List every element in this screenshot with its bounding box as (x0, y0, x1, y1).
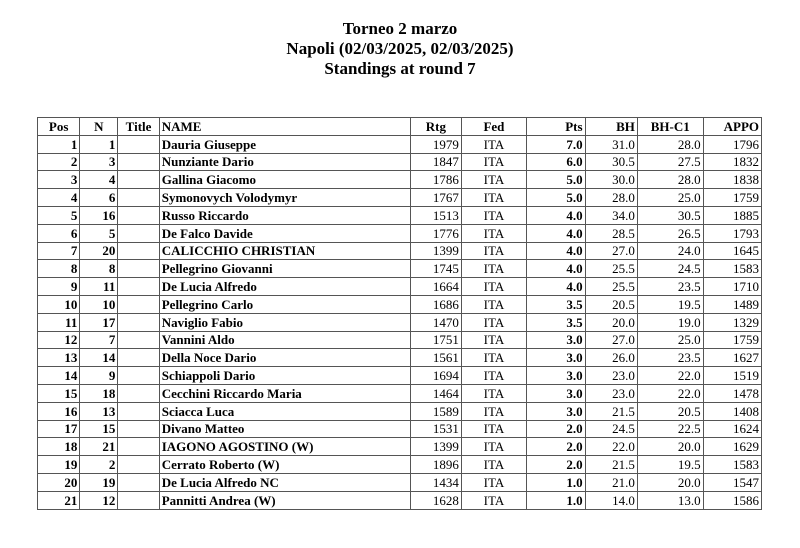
cell-pts: 4.0 (527, 224, 586, 242)
cell-pts: 3.0 (527, 367, 586, 385)
cell-rtg: 1745 (410, 260, 461, 278)
cell-pts: 5.0 (527, 171, 586, 189)
cell-appo: 1583 (703, 260, 761, 278)
cell-bh: 23.0 (585, 384, 637, 402)
cell-n: 14 (80, 349, 118, 367)
cell-title (118, 260, 159, 278)
cell-appo: 1519 (703, 367, 761, 385)
cell-title (118, 153, 159, 171)
cell-appo: 1645 (703, 242, 761, 260)
cell-name: De Falco Davide (159, 224, 410, 242)
cell-appo: 1793 (703, 224, 761, 242)
table-row (38, 473, 762, 491)
table-row (38, 224, 762, 242)
cell-n: 7 (80, 331, 118, 349)
cell-n: 13 (80, 402, 118, 420)
cell-fed: ITA (461, 420, 526, 438)
cell-bh: 20.0 (585, 313, 637, 331)
cell-bh: 30.0 (585, 171, 637, 189)
cell-bh: 22.0 (585, 438, 637, 456)
cell-name: Symonovych Volodymyr (159, 189, 410, 207)
cell-fed: ITA (461, 491, 526, 509)
cell-pts: 1.0 (527, 473, 586, 491)
cell-pos: 11 (38, 313, 80, 331)
cell-n: 20 (80, 242, 118, 260)
column-header-bh: BH (585, 118, 637, 136)
cell-rtg: 1399 (410, 242, 461, 260)
cell-bh: 21.0 (585, 473, 637, 491)
cell-fed: ITA (461, 456, 526, 474)
column-header-pts: Pts (527, 118, 586, 136)
cell-title (118, 491, 159, 509)
table-row (38, 384, 762, 402)
table-row (38, 349, 762, 367)
cell-name: Dauria Giuseppe (159, 135, 410, 153)
cell-fed: ITA (461, 313, 526, 331)
cell-fed: ITA (461, 260, 526, 278)
cell-pts: 7.0 (527, 135, 586, 153)
cell-pts: 3.0 (527, 384, 586, 402)
cell-title (118, 384, 159, 402)
cell-bh: 34.0 (585, 206, 637, 224)
cell-name: Vannini Aldo (159, 331, 410, 349)
cell-bh-c1: 30.5 (637, 206, 703, 224)
cell-fed: ITA (461, 349, 526, 367)
cell-pts: 2.0 (527, 456, 586, 474)
cell-bh: 23.0 (585, 367, 637, 385)
column-header-rtg: Rtg (410, 118, 461, 136)
cell-title (118, 278, 159, 296)
cell-title (118, 456, 159, 474)
table-row (38, 135, 762, 153)
cell-pos: 15 (38, 384, 80, 402)
cell-fed: ITA (461, 278, 526, 296)
cell-name: CALICCHIO CHRISTIAN (159, 242, 410, 260)
cell-fed: ITA (461, 331, 526, 349)
cell-bh: 20.5 (585, 295, 637, 313)
cell-bh: 25.5 (585, 260, 637, 278)
cell-name: De Lucia Alfredo (159, 278, 410, 296)
cell-bh-c1: 28.0 (637, 135, 703, 153)
cell-appo: 1408 (703, 402, 761, 420)
cell-n: 3 (80, 153, 118, 171)
cell-pos: 13 (38, 349, 80, 367)
table-row (38, 491, 762, 509)
table-header-row (38, 118, 762, 136)
cell-appo: 1478 (703, 384, 761, 402)
cell-title (118, 473, 159, 491)
cell-title (118, 420, 159, 438)
cell-pos: 2 (38, 153, 80, 171)
table-row (38, 153, 762, 171)
cell-pts: 1.0 (527, 491, 586, 509)
cell-fed: ITA (461, 135, 526, 153)
table-row (38, 260, 762, 278)
cell-rtg: 1628 (410, 491, 461, 509)
cell-name: Pellegrino Giovanni (159, 260, 410, 278)
cell-title (118, 295, 159, 313)
cell-bh-c1: 22.5 (637, 420, 703, 438)
cell-pts: 2.0 (527, 438, 586, 456)
cell-title (118, 224, 159, 242)
cell-pts: 5.0 (527, 189, 586, 207)
table-row (38, 278, 762, 296)
cell-pos: 19 (38, 456, 80, 474)
cell-name: Cerrato Roberto (W) (159, 456, 410, 474)
standings-body (38, 135, 762, 509)
cell-appo: 1329 (703, 313, 761, 331)
cell-bh: 28.5 (585, 224, 637, 242)
cell-n: 17 (80, 313, 118, 331)
cell-pos: 21 (38, 491, 80, 509)
cell-rtg: 1531 (410, 420, 461, 438)
table-row (38, 189, 762, 207)
standings-table (37, 117, 762, 510)
cell-pts: 3.5 (527, 313, 586, 331)
cell-bh-c1: 20.5 (637, 402, 703, 420)
cell-fed: ITA (461, 384, 526, 402)
cell-title (118, 171, 159, 189)
cell-appo: 1710 (703, 278, 761, 296)
cell-pos: 8 (38, 260, 80, 278)
cell-title (118, 206, 159, 224)
cell-n: 21 (80, 438, 118, 456)
cell-pos: 6 (38, 224, 80, 242)
cell-title (118, 367, 159, 385)
table-row (38, 171, 762, 189)
cell-bh-c1: 27.5 (637, 153, 703, 171)
table-row (38, 295, 762, 313)
cell-pos: 17 (38, 420, 80, 438)
cell-rtg: 1847 (410, 153, 461, 171)
cell-pos: 7 (38, 242, 80, 260)
cell-pts: 2.0 (527, 420, 586, 438)
cell-title (118, 349, 159, 367)
cell-bh-c1: 20.0 (637, 438, 703, 456)
cell-bh-c1: 25.0 (637, 189, 703, 207)
cell-pts: 3.0 (527, 331, 586, 349)
cell-fed: ITA (461, 171, 526, 189)
table-row (38, 402, 762, 420)
table-row (38, 331, 762, 349)
cell-pos: 18 (38, 438, 80, 456)
cell-n: 1 (80, 135, 118, 153)
cell-n: 6 (80, 189, 118, 207)
cell-bh: 21.5 (585, 402, 637, 420)
cell-n: 11 (80, 278, 118, 296)
cell-bh-c1: 22.0 (637, 367, 703, 385)
cell-title (118, 313, 159, 331)
cell-appo: 1838 (703, 171, 761, 189)
cell-bh-c1: 19.5 (637, 295, 703, 313)
cell-pts: 4.0 (527, 278, 586, 296)
cell-bh: 26.0 (585, 349, 637, 367)
tournament-title: Torneo 2 marzo (342, 19, 458, 38)
cell-pos: 16 (38, 402, 80, 420)
cell-title (118, 189, 159, 207)
cell-bh-c1: 13.0 (637, 491, 703, 509)
cell-bh: 27.0 (585, 242, 637, 260)
cell-rtg: 1513 (410, 206, 461, 224)
cell-bh-c1: 28.0 (637, 171, 703, 189)
cell-rtg: 1786 (410, 171, 461, 189)
cell-rtg: 1561 (410, 349, 461, 367)
cell-appo: 1583 (703, 456, 761, 474)
table-row (38, 438, 762, 456)
cell-fed: ITA (461, 242, 526, 260)
cell-bh: 30.5 (585, 153, 637, 171)
cell-name: Sciacca Luca (159, 402, 410, 420)
cell-pts: 6.0 (527, 153, 586, 171)
cell-rtg: 1776 (410, 224, 461, 242)
cell-bh: 31.0 (585, 135, 637, 153)
cell-rtg: 1589 (410, 402, 461, 420)
cell-bh-c1: 22.0 (637, 384, 703, 402)
cell-appo: 1629 (703, 438, 761, 456)
column-header-n: N (80, 118, 118, 136)
cell-rtg: 1470 (410, 313, 461, 331)
cell-n: 8 (80, 260, 118, 278)
cell-pos: 10 (38, 295, 80, 313)
cell-appo: 1489 (703, 295, 761, 313)
cell-bh: 25.5 (585, 278, 637, 296)
cell-rtg: 1767 (410, 189, 461, 207)
cell-pos: 4 (38, 189, 80, 207)
cell-pos: 1 (38, 135, 80, 153)
cell-fed: ITA (461, 189, 526, 207)
cell-bh-c1: 26.5 (637, 224, 703, 242)
cell-rtg: 1979 (410, 135, 461, 153)
cell-bh-c1: 23.5 (637, 349, 703, 367)
cell-appo: 1586 (703, 491, 761, 509)
cell-bh-c1: 25.0 (637, 331, 703, 349)
cell-name: Cecchini Riccardo Maria (159, 384, 410, 402)
cell-rtg: 1399 (410, 438, 461, 456)
cell-appo: 1759 (703, 331, 761, 349)
cell-pos: 9 (38, 278, 80, 296)
cell-bh: 21.5 (585, 456, 637, 474)
cell-name: Schiappoli Dario (159, 367, 410, 385)
cell-bh-c1: 19.5 (637, 456, 703, 474)
column-header-appo: APPO (703, 118, 761, 136)
cell-fed: ITA (461, 438, 526, 456)
cell-appo: 1547 (703, 473, 761, 491)
table-row (38, 420, 762, 438)
cell-pts: 3.0 (527, 402, 586, 420)
cell-fed: ITA (461, 402, 526, 420)
cell-fed: ITA (461, 295, 526, 313)
cell-rtg: 1464 (410, 384, 461, 402)
cell-n: 12 (80, 491, 118, 509)
cell-bh-c1: 23.5 (637, 278, 703, 296)
cell-rtg: 1694 (410, 367, 461, 385)
cell-rtg: 1686 (410, 295, 461, 313)
column-header-title: Title (118, 118, 159, 136)
cell-name: Pannitti Andrea (W) (159, 491, 410, 509)
cell-bh: 27.0 (585, 331, 637, 349)
cell-rtg: 1751 (410, 331, 461, 349)
cell-pos: 12 (38, 331, 80, 349)
cell-name: IAGONO AGOSTINO (W) (159, 438, 410, 456)
cell-n: 16 (80, 206, 118, 224)
cell-name: Gallina Giacomo (159, 171, 410, 189)
cell-appo: 1624 (703, 420, 761, 438)
cell-n: 4 (80, 171, 118, 189)
cell-title (118, 242, 159, 260)
cell-appo: 1885 (703, 206, 761, 224)
cell-pts: 4.0 (527, 242, 586, 260)
cell-pts: 4.0 (527, 206, 586, 224)
cell-title (118, 402, 159, 420)
cell-name: Nunziante Dario (159, 153, 410, 171)
cell-fed: ITA (461, 224, 526, 242)
cell-name: Divano Matteo (159, 420, 410, 438)
table-row (38, 367, 762, 385)
cell-bh-c1: 24.0 (637, 242, 703, 260)
cell-n: 19 (80, 473, 118, 491)
cell-name: Della Noce Dario (159, 349, 410, 367)
cell-name: Naviglio Fabio (159, 313, 410, 331)
standings-subtitle: Standings at round 7 (324, 59, 476, 78)
cell-fed: ITA (461, 473, 526, 491)
table-row (38, 206, 762, 224)
report-header (0, 19, 800, 79)
cell-appo: 1759 (703, 189, 761, 207)
cell-pos: 3 (38, 171, 80, 189)
cell-title (118, 135, 159, 153)
cell-n: 18 (80, 384, 118, 402)
table-row (38, 242, 762, 260)
cell-title (118, 331, 159, 349)
cell-n: 9 (80, 367, 118, 385)
cell-fed: ITA (461, 153, 526, 171)
table-row (38, 313, 762, 331)
cell-n: 2 (80, 456, 118, 474)
cell-rtg: 1896 (410, 456, 461, 474)
cell-pos: 20 (38, 473, 80, 491)
cell-n: 10 (80, 295, 118, 313)
cell-n: 15 (80, 420, 118, 438)
cell-bh-c1: 20.0 (637, 473, 703, 491)
cell-pos: 5 (38, 206, 80, 224)
cell-bh: 14.0 (585, 491, 637, 509)
cell-name: Russo Riccardo (159, 206, 410, 224)
cell-pts: 3.0 (527, 349, 586, 367)
cell-fed: ITA (461, 367, 526, 385)
column-header-name: NAME (159, 118, 410, 136)
cell-name: De Lucia Alfredo NC (159, 473, 410, 491)
cell-appo: 1796 (703, 135, 761, 153)
cell-n: 5 (80, 224, 118, 242)
column-header-fed: Fed (461, 118, 526, 136)
tournament-location-dates: Napoli (02/03/2025, 02/03/2025) (286, 39, 514, 58)
cell-rtg: 1434 (410, 473, 461, 491)
cell-appo: 1832 (703, 153, 761, 171)
table-row (38, 456, 762, 474)
cell-appo: 1627 (703, 349, 761, 367)
cell-pts: 4.0 (527, 260, 586, 278)
cell-name: Pellegrino Carlo (159, 295, 410, 313)
cell-pos: 14 (38, 367, 80, 385)
column-header-pos: Pos (38, 118, 80, 136)
column-header-bh-c1: BH-C1 (637, 118, 703, 136)
cell-bh: 28.0 (585, 189, 637, 207)
cell-fed: ITA (461, 206, 526, 224)
cell-bh: 24.5 (585, 420, 637, 438)
cell-rtg: 1664 (410, 278, 461, 296)
cell-pts: 3.5 (527, 295, 586, 313)
cell-bh-c1: 19.0 (637, 313, 703, 331)
cell-title (118, 438, 159, 456)
cell-bh-c1: 24.5 (637, 260, 703, 278)
